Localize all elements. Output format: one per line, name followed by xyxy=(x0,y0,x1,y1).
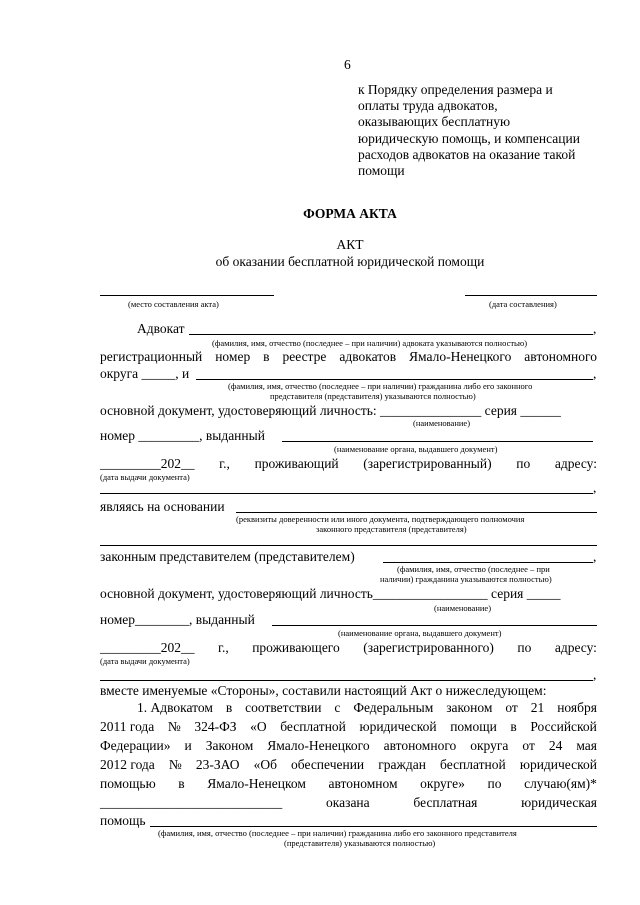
id-doc-line-2: основной документ, удостоверяющий личность_________________ серия _____ xyxy=(100,586,561,601)
word: автономного xyxy=(383,738,457,753)
issuer-hint-2: (наименование органа, выдавшего документ) xyxy=(338,628,502,638)
word: «О xyxy=(250,719,267,734)
word: адресу: xyxy=(554,640,597,655)
word: г., xyxy=(219,456,230,471)
word: регистрационный xyxy=(100,349,203,364)
word: 21 xyxy=(530,700,545,715)
citizen-hint-1: (фамилия, имя, отчество (последнее – при наличии) гражданина либо его законного xyxy=(228,381,533,391)
together-line: вместе именуемые «Стороны», составили настоящий Акт о нижеследующем: xyxy=(100,683,547,698)
word: Ямало-Ненецком xyxy=(207,776,306,791)
word: в xyxy=(263,349,270,364)
address-line-1[interactable] xyxy=(100,493,593,494)
word: мая xyxy=(576,738,597,753)
number-issued-1: номер _________, выданный xyxy=(100,428,265,443)
appendix-line: оплаты труда адвокатов, xyxy=(358,98,498,114)
word: номер xyxy=(215,349,251,364)
basis-hint-2: законного представителя (представителя) xyxy=(316,524,467,534)
word: и xyxy=(184,738,192,753)
appendix-line: расходов адвокатов на оказание такой xyxy=(358,146,576,162)
registry-line xyxy=(100,349,597,365)
word: ___________________________ xyxy=(100,795,283,810)
appendix-line: помощи xyxy=(358,163,405,179)
place-hint: (место составления акта) xyxy=(128,299,219,309)
date-address-line-1 xyxy=(100,456,597,472)
word: граждан xyxy=(378,757,426,772)
word: с xyxy=(334,700,341,715)
word: по xyxy=(517,640,532,655)
paragraph-line xyxy=(100,795,597,814)
word: Законом xyxy=(205,738,254,753)
paragraph-line xyxy=(137,700,597,719)
word: соответствии xyxy=(245,700,322,715)
word: от xyxy=(522,738,535,753)
word: законом xyxy=(446,700,493,715)
appendix-line: к Порядку определения размера и xyxy=(358,82,553,97)
word: Ямало-Ненецкого xyxy=(267,738,370,753)
word: юридической xyxy=(359,719,437,734)
paragraph-line xyxy=(100,719,597,738)
date-address-line-2 xyxy=(100,640,597,656)
id-doc-line-1: основной документ, удостоверяющий личность: _______________ серия ______ xyxy=(100,403,561,418)
name-hint-2: (наименование) xyxy=(434,603,492,613)
word: 1. Адвокатом xyxy=(137,700,213,715)
word: автономного xyxy=(524,349,597,364)
word: округе» xyxy=(420,776,465,791)
word: адресу: xyxy=(554,456,597,471)
paragraph-line xyxy=(100,738,597,757)
help-hint-1: (фамилия, имя, отчество (последнее – при наличии) гражданина либо его законного представителя xyxy=(158,828,517,838)
lawyer-label: Адвокат xyxy=(137,321,185,336)
word: (зарегистрированный) xyxy=(363,456,492,471)
paragraph-line xyxy=(100,757,597,776)
act-title: АКТ xyxy=(336,237,364,252)
name-hint-1: (наименование) xyxy=(413,418,471,428)
form-title: ФОРМА АКТА xyxy=(303,206,397,221)
word: оказана xyxy=(326,795,370,810)
act-subtitle: об оказании бесплатной юридической помощи xyxy=(215,254,485,269)
help-line[interactable] xyxy=(150,826,597,827)
word: г., xyxy=(217,640,229,655)
word: бесплатная xyxy=(413,795,478,810)
help-label: помощь xyxy=(100,813,146,828)
basis-line-2[interactable] xyxy=(100,545,597,546)
word: округа xyxy=(470,738,509,753)
date-hint: (дата составления) xyxy=(489,299,557,309)
word: (зарегистрированного) xyxy=(363,640,494,655)
word: ноября xyxy=(557,700,597,715)
page-number: 6 xyxy=(344,57,351,72)
okrug-and: округа _____, и xyxy=(100,366,190,381)
word: от xyxy=(505,700,518,715)
basis-hint-1: (реквизиты доверенности или иного документа, подтверждающего полномочия xyxy=(236,514,525,524)
appendix-line: юридическую помощь, и компенсации xyxy=(358,130,580,146)
rep-hint-2: наличии) гражданина указываются полностью) xyxy=(380,574,552,584)
citizen-line[interactable] xyxy=(196,379,593,380)
appendix-line: оказывающих бесплатную xyxy=(358,114,511,130)
word: бесплатной xyxy=(440,757,506,772)
word: по xyxy=(487,776,502,791)
citizen-hint-2: представителя (представителя) указываются полностью) xyxy=(270,391,476,401)
word: Федеральным xyxy=(353,700,434,715)
word: 324-ФЗ xyxy=(194,719,237,734)
word: помощью xyxy=(100,776,156,791)
word: обеспечении xyxy=(291,757,365,772)
word: № xyxy=(168,757,182,772)
word: помощи xyxy=(450,719,497,734)
lawyer-hint: (фамилия, имя, отчество (последнее – при наличии) адвоката указываются полностью) xyxy=(212,338,528,348)
word: «Об xyxy=(253,757,277,772)
word: Ямало-Ненецкого xyxy=(409,349,512,364)
word: 23-ЗАО xyxy=(195,757,240,772)
word: в xyxy=(225,700,233,715)
issue-date-hint-2: (дата выдачи документа) xyxy=(100,656,190,666)
paragraph-line xyxy=(100,776,597,795)
word: в xyxy=(510,719,517,734)
word: юридическая xyxy=(521,795,597,810)
rep-hint-1: (фамилия, имя, отчество (последнее – при xyxy=(397,564,550,574)
rep-label: законным представителем (представителем) xyxy=(100,549,355,564)
word: случаю(ям)* xyxy=(524,776,597,791)
word: проживающий xyxy=(254,456,339,471)
place-line[interactable] xyxy=(100,295,274,296)
basis-line[interactable] xyxy=(236,512,597,513)
issue-date-hint-1: (дата выдачи документа) xyxy=(100,472,190,482)
word: _________202__ xyxy=(100,640,195,655)
word: Федерации» xyxy=(100,738,171,753)
help-hint-2: (представителя) указываются полностью) xyxy=(284,838,436,848)
issuer-line-1[interactable] xyxy=(282,441,593,442)
issuer-line-2[interactable] xyxy=(272,625,597,626)
word: адвокатов xyxy=(339,349,397,364)
word: в xyxy=(178,776,185,791)
word: юридической xyxy=(519,757,597,772)
word: _________202__ xyxy=(100,456,195,471)
date-line[interactable] xyxy=(465,295,597,296)
appendix-block xyxy=(358,82,580,179)
address-line-2[interactable] xyxy=(100,680,593,681)
word: автономном xyxy=(328,776,398,791)
basis-label: являясь на основании xyxy=(100,499,225,514)
word: по xyxy=(516,456,531,471)
word: 2011 года xyxy=(100,719,155,734)
lawyer-line[interactable] xyxy=(189,334,593,335)
word: Российской xyxy=(530,719,597,734)
word: 2012 года xyxy=(100,757,155,772)
word: проживающего xyxy=(252,640,340,655)
word: реестре xyxy=(282,349,327,364)
word: № xyxy=(167,719,181,734)
rep-line[interactable] xyxy=(383,562,593,563)
number-issued-2: номер________, выданный xyxy=(100,612,255,627)
word: 24 xyxy=(548,738,563,753)
word: бесплатной xyxy=(280,719,346,734)
issuer-hint-1: (наименование органа, выдавшего документ) xyxy=(334,444,498,454)
paragraph-1 xyxy=(100,700,597,814)
